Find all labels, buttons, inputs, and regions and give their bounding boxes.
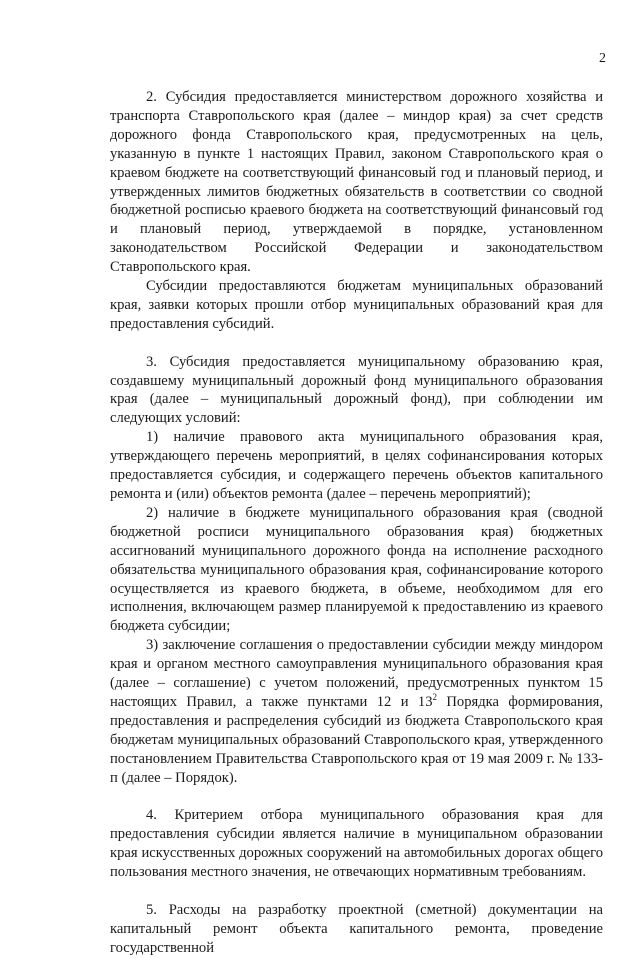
paragraph-3-conditions-intro: 3. Субсидия предоставляется муниципальному образованию края, создавшему муниципальный дорожный фонд муниципального образования края (далее – муниципальный дорожный фонд), при соблюдении им следующих условий:: [110, 353, 603, 427]
paragraph-4-selection-criterion: 4. Критерием отбора муниципального образования края для предоставления субсидии является наличие в муниципальном образовании края искусственных дорожных сооружений на автомобильных дорогах общего пользования местного значения, не отвечающих нормативным требованиям.: [110, 807, 603, 881]
paragraph-2-subsidy-provider: 2. Субсидия предоставляется министерством дорожного хозяйства и транспорта Ставропольского края (далее – миндор края) за счет средств дорожного фонда Ставропольского края, предусмотренных на цель, указанную в пункте 1 настоящих Правил, законом Ставропольского края о краевом бюджете на соответствующий финансовый год и плановый период, и утвержденных лимитов бюджетных обязательств в соответствии со сводной бюджетной росписью краевого бюджета на соответствующий финансовый год и плановый период, утверждаемой в порядке, установленном законодательством Российской Федерации и законодательством Ставропольского края.: [110, 89, 603, 276]
paragraph-3-item-2: 2) наличие в бюджете муниципального образования края (сводной бюджетной росписи муниципального образования края) бюджетных ассигнований муниципального дорожного фонда на исполнение расходного обязательства муниципального образования края, софинансирование которого осуществляется из краевого бюджета, в объеме, необходимом для его исполнения, включающем размер планируемой к предоставлению из краевого бюджета субсидии;: [110, 504, 603, 635]
superscript-index: 2: [432, 691, 437, 702]
paragraph-3-item-1: 1) наличие правового акта муниципального образования края, утверждающего перечень мероприятий, в целях софинансирования которых предоставляется субсидия, и содержащего перечень объектов капитального ремонта и (или) объектов ремонта (далее – перечень мероприятий);: [110, 429, 603, 503]
paragraph-3-item-3: [110, 636, 603, 787]
paragraph-2-subsidy-recipients: Субсидии предоставляются бюджетам муниципальных образований края, заявки которых прошли отбор муниципальных образований края для предоставления субсидий.: [110, 278, 603, 332]
paragraph-3-item-3-text-start: 3) заключение соглашения о предоставлении субсидии между миндором края и органом местного самоуправления муниципального образования края (далее – соглашение) с учетом положений, предусмотренных пунктом 15 настоящих Правил, а также пунктами 12 и 13: [110, 637, 603, 710]
paragraph-3-item-3-text-end: Порядка формирования, предоставления и распределения субсидий из бюджета Ставропольского края бюджетам муниципальных образований Ставропольского края, утвержденного постановлением Правительства Ставропольского края от 19 мая 2009 г. № 133-п (далее – Порядок).: [110, 693, 603, 786]
paragraph-5-expenses: 5. Расходы на разработку проектной (сметной) документации на капитальный ремонт объекта капитального ремонта, проведение государственной: [110, 901, 603, 956]
document-body: [110, 88, 603, 958]
page-number: 2: [599, 51, 606, 66]
